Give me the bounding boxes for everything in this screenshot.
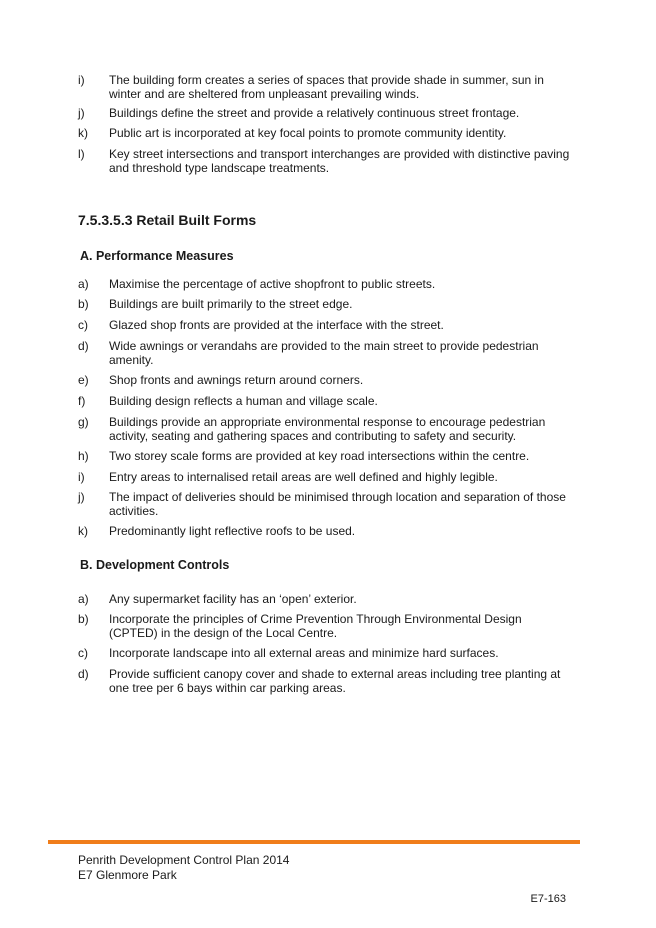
list-item-text: Two storey scale forms are provided at key road intersections within the centre. (109, 449, 530, 463)
list-marker: c) (78, 318, 88, 332)
list-item (0, 297, 656, 318)
list-item (0, 415, 656, 449)
list-marker: j) (78, 490, 85, 504)
list-marker: k) (78, 524, 88, 538)
list-item-text: Wide awnings or verandahs are provided to the main street to provide pedestrian amenity. (109, 339, 539, 367)
list-item-text: Glazed shop fronts are provided at the interface with the street. (109, 318, 444, 332)
list-item (0, 73, 656, 106)
list-item-text: Building design reflects a human and village scale. (109, 394, 378, 408)
list-item (0, 339, 656, 373)
list-marker: f) (78, 394, 86, 408)
list-item (0, 147, 656, 177)
list-item-text: Public art is incorporated at key focal points to promote community identity. (109, 126, 507, 140)
continued-list (0, 73, 656, 177)
list-item (0, 126, 656, 147)
page-number: E7-163 (530, 893, 566, 905)
list-item (0, 667, 656, 697)
list-marker: d) (78, 339, 89, 353)
list-marker: k) (78, 126, 88, 140)
list-marker: g) (78, 415, 89, 429)
list-item-text: Buildings define the street and provide a relatively continuous street frontage. (109, 106, 520, 120)
list-item-text: The building form creates a series of spaces that provide shade in summer, sun in winter and are sheltered from unpleasant prevailing winds. (109, 73, 544, 101)
list-item (0, 449, 656, 470)
performance-measures-heading: A. Performance Measures (80, 249, 234, 263)
list-item (0, 106, 656, 126)
development-controls-heading: B. Development Controls (80, 558, 230, 572)
list-marker: l) (78, 147, 85, 161)
footer-document-title: Penrith Development Control Plan 2014 (78, 853, 290, 867)
footer-section-name: E7 Glenmore Park (78, 868, 177, 882)
list-marker: a) (78, 592, 89, 606)
list-item-text: Entry areas to internalised retail areas are well defined and highly legible. (109, 470, 498, 484)
list-item-text: Any supermarket facility has an ‘open’ exterior. (109, 592, 357, 606)
list-item (0, 592, 656, 612)
list-marker: j) (78, 106, 85, 120)
list-marker: b) (78, 297, 89, 311)
list-item-text: Provide sufficient canopy cover and shade to external areas including tree planting at one tree per 6 bays within car parking areas. (109, 667, 561, 695)
list-item (0, 373, 656, 394)
list-item-text: Key street intersections and transport interchanges are provided with distinctive paving and threshold type landscape treatments. (109, 147, 570, 175)
list-item-text: Predominantly light reflective roofs to be used. (109, 524, 356, 538)
list-item-text: Incorporate the principles of Crime Prevention Through Environmental Design (CPTED) in the design of the Local Centre. (109, 612, 522, 640)
list-item (0, 490, 656, 524)
list-item-text: Buildings provide an appropriate environmental response to encourage pedestrian activity, seating and gathering spaces and contributing to safety and security. (109, 415, 546, 443)
list-marker: i) (78, 470, 85, 484)
development-controls-list (0, 592, 656, 697)
list-item-text: Maximise the percentage of active shopfront to public streets. (109, 277, 436, 291)
list-item (0, 394, 656, 415)
list-item (0, 470, 656, 490)
list-item (0, 612, 656, 646)
list-item-text: Buildings are built primarily to the street edge. (109, 297, 353, 311)
list-marker: a) (78, 277, 89, 291)
list-item (0, 277, 656, 297)
list-marker: b) (78, 612, 89, 626)
performance-measures-list (0, 277, 656, 544)
list-item (0, 318, 656, 339)
list-item-text: The impact of deliveries should be minimised through location and separation of those activities. (109, 490, 566, 518)
list-item-text: Shop fronts and awnings return around corners. (109, 373, 364, 387)
list-marker: d) (78, 667, 89, 681)
list-marker: i) (78, 73, 85, 87)
list-item (0, 524, 656, 544)
list-marker: c) (78, 646, 88, 660)
footer-divider (48, 840, 580, 844)
list-item-text: Incorporate landscape into all external areas and minimize hard surfaces. (109, 646, 499, 660)
list-marker: h) (78, 449, 89, 463)
list-marker: e) (78, 373, 89, 387)
list-item (0, 646, 656, 667)
section-title: 7.5.3.5.3 Retail Built Forms (78, 212, 257, 228)
